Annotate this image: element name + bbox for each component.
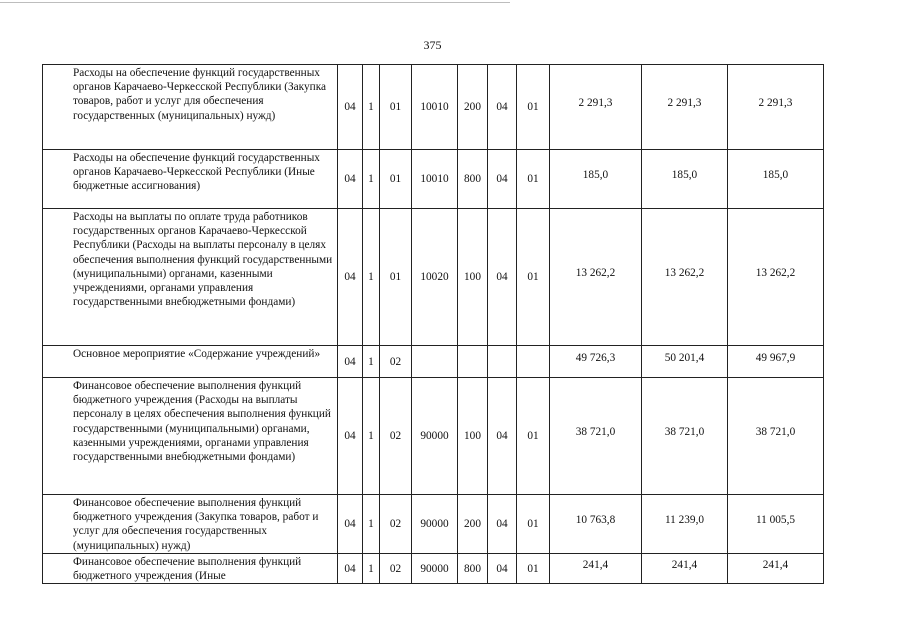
scan-top-line [0,2,510,3]
code-ministry: 04 [338,209,363,346]
code-section: 04 [488,495,517,554]
amount-year-2: 50 201,4 [642,346,728,378]
amount-year-1: 185,0 [550,150,642,209]
code-program: 1 [363,150,380,209]
code-expense-type: 100 [458,378,488,495]
page-number: 375 [423,38,442,52]
row-description: Финансовое обеспечение выполнения функций бюджетного учреждения (Расходы на выплаты персоналу в целях обеспечения выполнения функций государственными (муниципальными) органами, казенными учреждениями, органами управления государственными внебюджетными фондами) [43,378,338,495]
code-program: 1 [363,346,380,378]
amount-year-2: 2 291,3 [642,65,728,150]
code-subsection: 01 [517,553,550,583]
table-row [43,346,824,378]
code-event: 02 [380,495,412,554]
code-event: 02 [380,378,412,495]
table-row [43,378,824,495]
code-subsection: 01 [517,65,550,150]
code-section: 04 [488,378,517,495]
code-ministry: 04 [338,378,363,495]
code-program: 1 [363,495,380,554]
amount-year-3: 11 005,5 [728,495,824,554]
amount-year-3: 38 721,0 [728,378,824,495]
code-subsection: 01 [517,495,550,554]
row-description: Расходы на обеспечение функций государственных органов Карачаево-Черкесской Республики (Закупка товаров, работ и услуг для обеспечения государственных (муниципальных) нужд) [43,65,338,150]
table-row [43,209,824,346]
row-description: Финансовое обеспечение выполнения функций бюджетного учреждения (Закупка товаров, работ и услуг для обеспечения государственных (муниципальных) нужд) [43,495,338,554]
row-description: Основное мероприятие «Содержание учреждений» [43,346,338,378]
amount-year-1: 38 721,0 [550,378,642,495]
code-ministry: 04 [338,65,363,150]
code-subsection: 01 [517,209,550,346]
table-row [43,495,824,554]
code-ministry: 04 [338,346,363,378]
code-event: 01 [380,150,412,209]
code-ministry: 04 [338,553,363,583]
row-description: Расходы на выплаты по оплате труда работников государственных органов Карачаево-Черкесской Республики (Расходы на выплаты персоналу в целях обеспечения выполнения функций государственными (муниципальными) органами, казенными учреждениями, органами управления государственными внебюджетными фондами) [43,209,338,346]
code-program: 1 [363,65,380,150]
code-event: 01 [380,65,412,150]
amount-year-3: 185,0 [728,150,824,209]
code-ministry: 04 [338,150,363,209]
code-expense-type: 100 [458,209,488,346]
code-expense-type [458,346,488,378]
code-expense-type: 200 [458,495,488,554]
code-direction [412,346,458,378]
code-expense-type: 800 [458,553,488,583]
code-subsection [517,346,550,378]
amount-year-3: 49 967,9 [728,346,824,378]
row-description: Расходы на обеспечение функций государственных органов Карачаево-Черкесской Республики (Иные бюджетные ассигнования) [43,150,338,209]
code-direction: 90000 [412,553,458,583]
row-description: Финансовое обеспечение выполнения функций бюджетного учреждения (Иные [43,553,338,583]
code-program: 1 [363,378,380,495]
amount-year-2: 241,4 [642,553,728,583]
amount-year-2: 185,0 [642,150,728,209]
code-ministry: 04 [338,495,363,554]
code-section: 04 [488,65,517,150]
code-direction: 90000 [412,378,458,495]
amount-year-3: 241,4 [728,553,824,583]
code-expense-type: 200 [458,65,488,150]
table-row [43,150,824,209]
amount-year-2: 38 721,0 [642,378,728,495]
amount-year-1: 10 763,8 [550,495,642,554]
code-direction: 10020 [412,209,458,346]
code-program: 1 [363,209,380,346]
code-subsection: 01 [517,150,550,209]
code-section: 04 [488,209,517,346]
amount-year-1: 241,4 [550,553,642,583]
amount-year-1: 49 726,3 [550,346,642,378]
code-direction: 90000 [412,495,458,554]
code-event: 02 [380,346,412,378]
code-direction: 10010 [412,150,458,209]
code-subsection: 01 [517,378,550,495]
code-program: 1 [363,553,380,583]
code-section: 04 [488,553,517,583]
amount-year-1: 13 262,2 [550,209,642,346]
code-direction: 10010 [412,65,458,150]
code-section: 04 [488,150,517,209]
code-event: 02 [380,553,412,583]
amount-year-2: 11 239,0 [642,495,728,554]
table-row [43,65,824,150]
code-section [488,346,517,378]
budget-table [42,64,824,584]
code-event: 01 [380,209,412,346]
code-expense-type: 800 [458,150,488,209]
table-row [43,553,824,583]
amount-year-1: 2 291,3 [550,65,642,150]
amount-year-3: 2 291,3 [728,65,824,150]
amount-year-2: 13 262,2 [642,209,728,346]
amount-year-3: 13 262,2 [728,209,824,346]
